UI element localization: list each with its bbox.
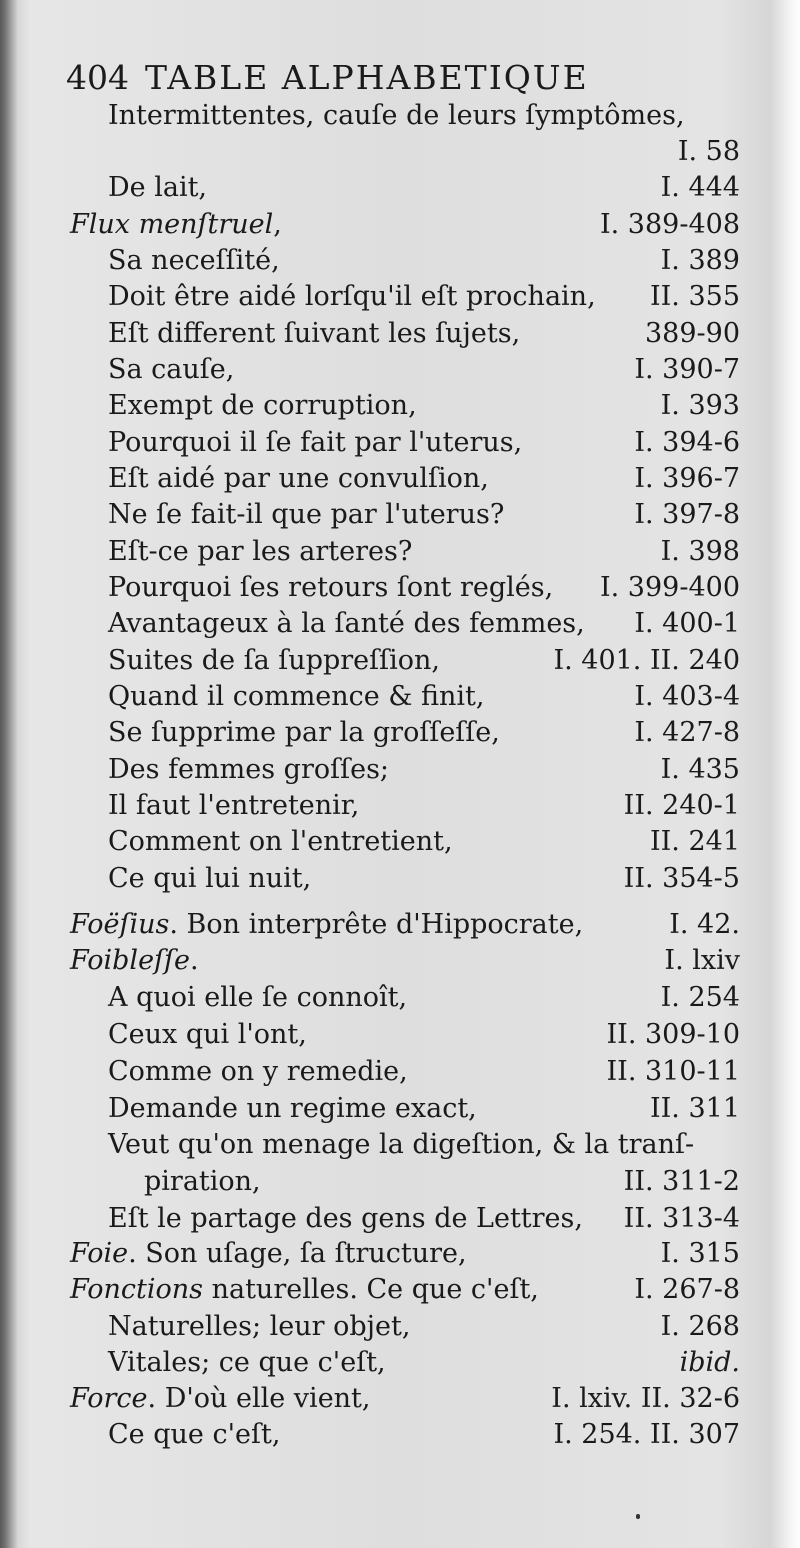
entry-text: Ce qui lui nuit, bbox=[108, 863, 312, 894]
index-entry bbox=[108, 243, 740, 279]
entry-text: piration, bbox=[144, 1166, 261, 1197]
entry-ref: I. 399-400 bbox=[599, 572, 740, 603]
index-entry bbox=[108, 752, 740, 788]
entry-text: Pourquoi ſes retours ſont reglés, bbox=[108, 572, 554, 603]
entry-text: De lait, bbox=[108, 172, 208, 203]
index-entry bbox=[108, 461, 740, 497]
index-entry bbox=[108, 643, 740, 679]
index-entry bbox=[108, 1309, 740, 1345]
entry-text: Quand il commence & finit, bbox=[108, 681, 485, 712]
entry-text: Sa neceſſité, bbox=[108, 245, 280, 276]
page-gutter-shadow bbox=[0, 0, 18, 1548]
index-entry bbox=[108, 679, 740, 715]
entry-headword: Fonctions bbox=[70, 1274, 204, 1305]
entry-text: Demande un regime exact, bbox=[108, 1093, 477, 1124]
entry-ref: I. 58 bbox=[677, 136, 740, 167]
entry-text: naturelles. Ce que c'eſt, bbox=[203, 1274, 539, 1305]
entry-text: Eſt aidé par une convulſion, bbox=[108, 463, 489, 494]
entry-text: Eſt le partage des gens de Lettres, bbox=[108, 1203, 583, 1234]
entry-headword: Force bbox=[70, 1383, 148, 1414]
entry-ref: 389-90 bbox=[644, 318, 740, 349]
index-entry bbox=[108, 497, 740, 533]
entry-text: Il faut l'entretenir, bbox=[108, 790, 360, 821]
entry-ref: I. 435 bbox=[660, 754, 740, 785]
entry-ref: I. 398 bbox=[660, 536, 740, 567]
entry-text: Exempt de corruption, bbox=[108, 390, 417, 421]
index-entry bbox=[108, 788, 740, 824]
entry-text: . D'où elle vient, bbox=[147, 1383, 371, 1414]
entry-ref: I. 403-4 bbox=[634, 681, 740, 712]
entry-ref: II. 240-1 bbox=[623, 790, 740, 821]
entry-ref: I. 315 bbox=[660, 1238, 740, 1269]
entry-ref: I. 42. bbox=[669, 909, 740, 940]
entry-ref: II. 241 bbox=[649, 826, 740, 857]
entry-text: . Son uſage, ſa ſtructure, bbox=[128, 1238, 467, 1269]
entry-ref: I. 389 bbox=[660, 245, 740, 276]
print-speck bbox=[636, 1514, 640, 1519]
entry-ref: I. lxiv bbox=[664, 945, 740, 976]
entry-ref: II. 355 bbox=[649, 281, 740, 312]
index-entry bbox=[108, 1345, 740, 1381]
index-entry bbox=[108, 606, 740, 642]
entry-text: Veut qu'on menage la digeſtion, & la tranſ- bbox=[108, 1129, 695, 1160]
entry-text: Se ſupprime par la groſſeſſe, bbox=[108, 717, 500, 748]
entry-text: Des femmes groſſes; bbox=[108, 754, 390, 785]
index-entry bbox=[108, 279, 740, 315]
entry-ref: I. 444 bbox=[660, 172, 740, 203]
entry-text: , bbox=[273, 209, 282, 240]
index-entry bbox=[108, 861, 740, 897]
entry-ref: II. 311 bbox=[649, 1093, 740, 1124]
index-entry bbox=[144, 1164, 740, 1200]
entry-headword: Foëſius bbox=[70, 909, 170, 940]
entry-text: Ne ſe fait-il que par l'uterus? bbox=[108, 499, 505, 530]
entry-ref: I. 390-7 bbox=[634, 354, 740, 385]
index-entry bbox=[108, 534, 740, 570]
entry-ref: I. 397-8 bbox=[634, 499, 740, 530]
entry-text: Doit être aidé lorſqu'il eſt prochain, bbox=[108, 281, 596, 312]
entry-text: . bbox=[190, 945, 199, 976]
index-entry bbox=[108, 352, 740, 388]
entry-ref: I. 396-7 bbox=[634, 463, 740, 494]
entry-ref: II. 310-11 bbox=[606, 1056, 740, 1087]
entry-text: Pourquoi il ſe fait par l'uterus, bbox=[108, 427, 523, 458]
entry-text: Comment on l'entretient, bbox=[108, 826, 453, 857]
entry-ref: II. 354-5 bbox=[623, 863, 740, 894]
index-entry-headword bbox=[70, 207, 740, 243]
entry-text: Vitales; ce que c'eſt, bbox=[108, 1347, 386, 1378]
index-entry bbox=[108, 170, 740, 206]
page-title: TABLE ALPHABETIQUE bbox=[145, 58, 589, 97]
entry-text: Intermittentes, cauſe de leurs ſymptômes, bbox=[108, 100, 685, 131]
entry-headword: Flux menſtruel bbox=[70, 209, 274, 240]
index-entry bbox=[108, 1127, 740, 1163]
entry-headword: Foibleſſe bbox=[70, 945, 191, 976]
index-entry-headword bbox=[70, 1381, 740, 1417]
entry-text: Sa cauſe, bbox=[108, 354, 235, 385]
entry-ref: I. 394-6 bbox=[634, 427, 740, 458]
entry-ref: I. 254 bbox=[660, 982, 740, 1013]
entry-ref: ibid. bbox=[679, 1347, 740, 1378]
entry-text: Eſt-ce par les arteres? bbox=[108, 536, 413, 567]
index-entry bbox=[108, 98, 740, 134]
index-entry-headword bbox=[70, 907, 740, 943]
entry-text: Naturelles; leur objet, bbox=[108, 1311, 411, 1342]
entry-text: Avantageux à la ſanté des femmes, bbox=[108, 608, 585, 639]
entry-ref: I. 389-408 bbox=[599, 209, 740, 240]
entry-text: Ce que c'eſt, bbox=[108, 1419, 281, 1450]
index-entry bbox=[108, 980, 740, 1016]
entry-text: Suites de ſa ſuppreſſion, bbox=[108, 645, 440, 676]
entry-ref: I. lxiv. II. 32-6 bbox=[551, 1383, 740, 1414]
entry-text: Comme on y remedie, bbox=[108, 1056, 408, 1087]
index-entry bbox=[108, 1091, 740, 1127]
index-entry bbox=[108, 134, 740, 170]
page-number: 404 bbox=[66, 58, 129, 97]
entry-text: Ceux qui l'ont, bbox=[108, 1019, 307, 1050]
index-entry-headword bbox=[70, 943, 740, 979]
page-header bbox=[66, 56, 766, 100]
entry-ref: I. 267-8 bbox=[634, 1274, 740, 1305]
entry-ref: II. 309-10 bbox=[606, 1019, 740, 1050]
entry-ref: II. 311-2 bbox=[623, 1166, 740, 1197]
entry-headword: Foie bbox=[70, 1238, 129, 1269]
index-entry bbox=[108, 570, 740, 606]
index-entry bbox=[108, 1417, 740, 1453]
index-entry bbox=[108, 715, 740, 751]
entry-ref: I. 254. II. 307 bbox=[553, 1419, 740, 1450]
entry-text: A quoi elle ſe connoît, bbox=[108, 982, 408, 1013]
entry-ref: I. 427-8 bbox=[634, 717, 740, 748]
entry-ref: I. 401. II. 240 bbox=[553, 645, 740, 676]
index-entry-headword bbox=[70, 1272, 740, 1308]
index-entry bbox=[108, 316, 740, 352]
index-entry bbox=[108, 1017, 740, 1053]
entry-text: . Bon interprête d'Hippocrate, bbox=[169, 909, 584, 940]
entry-ref: I. 400-1 bbox=[634, 608, 740, 639]
index-entry bbox=[108, 1201, 740, 1237]
index-entry bbox=[108, 425, 740, 461]
entry-ref: I. 393 bbox=[660, 390, 740, 421]
entry-text: Eſt different ſuivant les ſujets, bbox=[108, 318, 521, 349]
index-entry bbox=[108, 824, 740, 860]
entry-ref: I. 268 bbox=[660, 1311, 740, 1342]
index-entry-headword bbox=[70, 1236, 740, 1272]
index-entry bbox=[108, 1054, 740, 1090]
entry-ref: II. 313-4 bbox=[623, 1203, 740, 1234]
index-entry bbox=[108, 388, 740, 424]
